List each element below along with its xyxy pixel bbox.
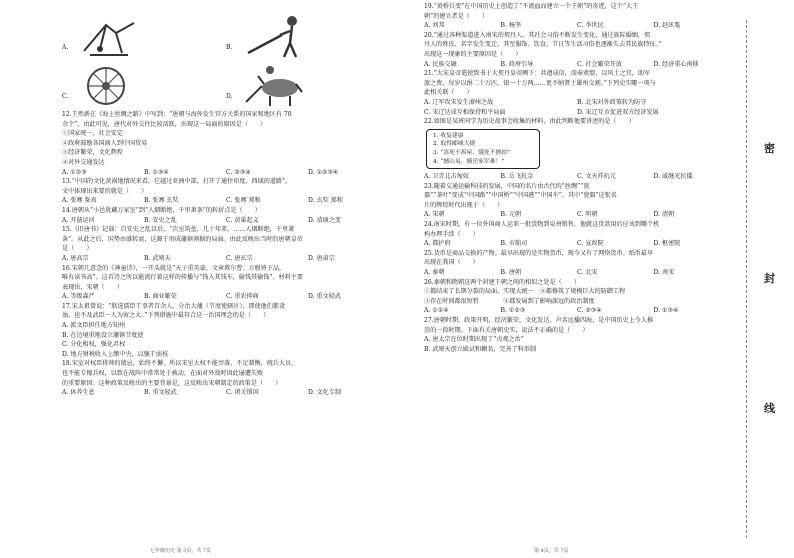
answer-option-d: D. 靖康之变 xyxy=(308,216,341,224)
question-17 xyxy=(62,302,390,360)
plow-tool-icon xyxy=(76,15,146,59)
option-label: A. xyxy=(62,44,69,51)
question-text: ②政府鼓励各国商人到中国贸易 xyxy=(62,139,148,147)
answer-option-a: A. ①②④ xyxy=(424,307,449,315)
answer-option-a: A. ①②③ xyxy=(62,168,87,176)
answer-option-d: D. 文化专制 xyxy=(308,389,341,397)
answer-option-a: A. 唐高宗 xyxy=(62,254,89,262)
answer-option-b: B. ①②③ xyxy=(500,307,526,315)
question-text: 也不能专擅兵权，以致在战阵中常常处于被动，在面对外敌时因此屡遭失败 xyxy=(62,370,264,378)
answer-options xyxy=(424,98,730,117)
answer-options xyxy=(424,172,730,182)
farmer-plow-icon xyxy=(240,13,310,59)
answer-option-d: D. 南宋 xyxy=(653,269,675,277)
question-12 xyxy=(62,110,390,177)
question-text: ①国家统一，社会安定 xyxy=(62,130,123,138)
question-18 xyxy=(62,359,390,397)
question-26 xyxy=(424,278,730,316)
answer-option-c: C. 明朝 xyxy=(577,211,598,219)
question-text: 崇的一段时期。下面有关唐朝史实，说法不正确的是（ ） xyxy=(424,326,589,334)
page-footer-right: 第 4页，共 7页 xyxy=(534,548,569,554)
answer-option-c: C. 李世民 xyxy=(577,22,604,30)
answer-option-a: A. 开凿运河 xyxy=(62,216,95,224)
material-item: 4. “撼山易，撼岳家军难！” xyxy=(433,158,505,165)
answer-option-d: D. 宋辽互市促进双方经济发展 xyxy=(577,108,659,116)
answer-option-b: B. 安史之乱 xyxy=(144,216,177,224)
seal-char: 密 xyxy=(764,142,775,155)
question-text: 22.如图是某班同学为历史故事会收集的材料，由此判断他要讲述的是（ ） xyxy=(424,118,635,126)
question-text: 24.南宋时期，有一位外国商人运来一批货物到泉州销售，他就这货款用后应该到哪个机 xyxy=(424,221,660,229)
question-text: 18.宋室对权臣将帅的猜忌，始终不懈，所以宋室大权不能旁落，不足制衡，统兵大员， xyxy=(62,360,298,368)
question-text: 23.随着交通运输科技的发展，中国的名片由古代的“丝绸”“瓷 xyxy=(424,182,590,190)
answer-options xyxy=(62,216,390,226)
answer-option-a: A. 等级森严 xyxy=(62,293,95,301)
seal-char: 封 xyxy=(764,272,775,285)
right-page xyxy=(404,0,734,558)
question-text: 13.“中国的文化黄祸地情况来看，它越过亚洲中部，打开了通往印度、西域的道路”。 xyxy=(62,178,292,186)
answer-option-b: B. 重文轻武 xyxy=(144,389,177,397)
question-text: 旅之费，每岁以绢二十万匹，银一十万两……更不纳贤于雄州交割。”下列史实哪一项与 xyxy=(424,79,656,87)
question-text: 余个”。由此可见，唐代对外交往比较活跃，出现这一局面的原因是（ ） xyxy=(62,120,267,128)
material-box xyxy=(426,129,540,169)
question-text: 表现出，宋朝（ ） xyxy=(62,283,123,291)
material-item: 2. 取得郾城大捷 xyxy=(433,141,476,148)
question-16 xyxy=(62,264,390,302)
answer-option-b: B. 元朝 xyxy=(500,211,522,219)
question-text: 此相关联（ ） xyxy=(424,89,473,97)
water-wheel-icon xyxy=(76,62,136,108)
answer-options xyxy=(62,168,390,178)
answer-options xyxy=(62,254,390,264)
material-item: 3. “冻死不拆屋，饿死不掳掠” xyxy=(433,149,511,156)
answer-option-d: D. 枢密院 xyxy=(653,240,681,248)
question-text: 片的辉煌时代出现于（ ） xyxy=(424,201,504,209)
answer-option-c: C. 闭关锁国 xyxy=(226,389,259,397)
answer-option-a: A. 派文臣担任地方知州 xyxy=(62,322,126,330)
question-text: 26.秦朝和隋朝这两个封建王朝之间的相似之处是（ ） xyxy=(424,278,580,286)
question-25 xyxy=(424,249,730,278)
answer-options xyxy=(424,210,730,220)
question-text: 21.“大宋皇帝遣使致书于大契丹皇帝阙下：共遵成信，虔奉欢盟，以风土之宜，助军 xyxy=(424,70,651,78)
question-text: ③存在时间都很短暂 ④都发展到了影响深远的政治制度 xyxy=(424,297,595,305)
answer-option-d: D. 重文轻武 xyxy=(308,293,341,301)
answer-option-c: C. 社会繁荣开放 xyxy=(577,60,622,68)
question-text: ③经济繁荣，文化辉煌 xyxy=(62,149,123,157)
question-text: 丹人的姓氏、名字发生变迁，其至服饰、饮食、节日等生活习俗也逐渐失去其民族特征。” xyxy=(424,41,662,49)
answer-option-c: C. 张骞 郑和 xyxy=(226,197,261,205)
question-text: 出现在我国（ ） xyxy=(424,259,479,267)
answer-option-d: D. 赵匡胤 xyxy=(653,22,681,30)
image-option-b xyxy=(226,12,390,59)
question-27 xyxy=(424,316,730,354)
answer-option-c: C. 宋辽达成互相保持和平局面 xyxy=(424,108,506,116)
answer-option-d: D. 地方财税收入上缴中央，以强干弱枝 xyxy=(62,350,169,358)
question-text: 14.唐朝从“小邑犹藏万家室”到“人烟断绝，千里萧条”的转折点是（ ） xyxy=(62,206,261,214)
answer-option-b: B. 武则天创立殿试和糊名，完善了科举制 xyxy=(424,345,536,353)
question-text: 25.货币是商品交换的产物。最早出现的是实物货币，现今又有了网络货币。纸币最早 xyxy=(424,249,654,257)
question-19 xyxy=(424,2,730,31)
question-text: 唯有读书高”。这首诗之所以能流行着这样的传播与“钱入其钱车，偷钱其偷钱”。材料主要 xyxy=(62,274,303,282)
answer-option-b: B. 张骞 玄奘 xyxy=(144,197,179,205)
answer-option-c: C. 重农抑商 xyxy=(226,293,259,301)
answer-option-c: C. 宣政院 xyxy=(577,240,604,248)
answer-options xyxy=(424,306,730,316)
answer-option-b: B. 市舶司 xyxy=(500,240,528,248)
question-21 xyxy=(424,69,730,117)
answer-options xyxy=(62,388,390,398)
question-text: 12.王然新在《海上丝绸之路》中写到：“唐朝与海外发生官方关系的国家和地区有 70 xyxy=(62,111,292,118)
question-24 xyxy=(424,220,730,249)
question-text: 出现这一现象的主要原因是（ ） xyxy=(424,50,522,58)
question-text: 器”“茶叶”变成“中国路”“中国桥”“中国港”“中国车”，其中“瓷器”这张名 xyxy=(424,192,617,200)
answer-option-a: A. 休养生息 xyxy=(62,389,95,397)
answer-option-b: B. 岳飞抗金 xyxy=(500,173,534,181)
answer-option-d: D. 唐肃宗 xyxy=(308,254,335,262)
answer-options xyxy=(424,60,730,70)
question-text: 27.唐朝时期，政策开明，经济繁荣，文化发达，声名远播四海，是中国历史上令人推 xyxy=(424,317,654,324)
answer-option-a: A. 卫青北击匈奴 xyxy=(424,173,469,181)
answer-options xyxy=(62,196,390,206)
answer-option-a: A. 刘邦 xyxy=(424,22,445,30)
page-footer-left: 七年级历史 第 3页，共 7页 xyxy=(150,548,212,554)
answer-option-a: A. 宋朝 xyxy=(424,211,445,219)
image-option-a xyxy=(62,12,226,59)
answer-option-a: A. 张骞 鉴真 xyxy=(62,197,97,205)
answer-options xyxy=(424,21,730,31)
question-text: 16.宋朝几意念的《神童诗》，一开头就是“天子重英豪，文章教尔曹；万般皆下品， xyxy=(62,264,286,272)
binding-strip xyxy=(738,0,794,558)
question-text: 是（ ） xyxy=(62,245,93,253)
question-14 xyxy=(62,206,390,225)
seal-char: 线 xyxy=(764,402,775,415)
question-text: 15.《旧唐书》记载：自安史之乱以后，“次室筑垒，几十年来，……人烟断绝，千里萧 xyxy=(62,226,295,234)
answer-option-a: A. 都护府 xyxy=(424,240,451,248)
image-options-row-1 xyxy=(62,12,390,59)
answer-option-c: C. 黄巢起义 xyxy=(226,216,259,224)
answer-option-b: B. 杨坚 xyxy=(500,22,522,30)
material-item: 1. 收复建康 xyxy=(433,132,464,139)
seal-dashed-line xyxy=(746,20,747,538)
answer-option-d: D. ①②③④ xyxy=(308,168,339,176)
answer-option-a: A. 秦朝 xyxy=(424,269,445,277)
answer-option-d: D. 戚继光抗倭 xyxy=(653,173,693,181)
answer-option-d: D. ①③④ xyxy=(653,307,679,315)
question-20 xyxy=(424,31,730,69)
question-text: 构办理手续（ ） xyxy=(424,230,479,238)
ox-plow-icon xyxy=(240,62,310,108)
option-label: D. xyxy=(226,93,233,100)
answer-option-c: C. ②③④ xyxy=(226,168,251,176)
option-label: B. xyxy=(226,44,233,51)
question-15 xyxy=(62,225,390,263)
answer-option-b: B. 商业繁荣 xyxy=(144,293,177,301)
question-text: 文中体现出来要的就是（ ） xyxy=(62,187,148,195)
answer-option-c: C. 分化相权，强化君权 xyxy=(62,341,126,349)
answer-option-a: A. 辽军攻宋发生澶州之战 xyxy=(424,98,494,106)
answer-option-a: A. 唐太宗在位时期出现了“贞观之治” xyxy=(424,336,524,344)
question-text: 19.“黄桥兵变”在中国历史上创造了“不流血而建立一个王朝”的奇迹，这个“大王 xyxy=(424,3,639,10)
answer-option-c: C. 文天祥抗元 xyxy=(577,173,616,181)
image-options-row-2 xyxy=(62,61,390,108)
question-text: 的重要原因。这种政策反映出的主要背景是，这反映出宋朝制定的政策是（ ） xyxy=(62,379,282,387)
question-text: ①都结束了长期分裂的局面，实现大统一 ②都修筑了规模巨大的防御工程 xyxy=(424,288,626,296)
answer-option-c: C. ②③④ xyxy=(577,307,602,315)
question-text: 20.“通过各种渠道进入南宋的契丹人，其社会习俗不断发生变化，通过族际婚姻，契 xyxy=(424,31,651,39)
answer-option-a: A. 民族交融 xyxy=(424,60,457,68)
image-option-c xyxy=(62,61,226,108)
answer-option-d: D. 玄奘 郑和 xyxy=(308,197,343,205)
answer-options xyxy=(424,239,730,249)
question-23 xyxy=(424,182,730,220)
answer-option-b: B. 政府引导 xyxy=(500,60,534,68)
question-text: 朝”的建立者是（ ） xyxy=(424,12,489,20)
answer-options xyxy=(62,292,390,302)
question-text: 条”。从此之后，国势由盛转衰，这源于形成藩镇割据的局面。由此反映出当时的唐朝皇帝 xyxy=(62,235,303,243)
answer-option-c: C. 唐玄宗 xyxy=(226,254,253,262)
question-22 xyxy=(424,117,730,182)
option-label: C. xyxy=(62,93,69,100)
image-option-d xyxy=(226,61,390,108)
answer-option-b: B. 武则天 xyxy=(144,254,171,262)
answer-option-b: B. 在边境重地设立藩镇节度使 xyxy=(62,331,144,339)
answer-option-b: B. 唐朝 xyxy=(500,269,522,277)
answer-option-b: B. ①③④ xyxy=(144,168,169,176)
question-text: 浊，也不及武臣一人为害之大。”下列措施中最符合这一治国理念的是（ ） xyxy=(62,312,270,320)
question-text: 17.宋太祖曾说：“朕选儒臣干事者百余人，分治大藩（节度使辖区），即使他们都贪 xyxy=(62,302,286,310)
question-13 xyxy=(62,177,390,206)
answer-option-b: B. 北宋对外政策转为防守 xyxy=(577,98,647,106)
answer-option-d: D. 清朝 xyxy=(653,211,675,219)
answer-options xyxy=(424,268,730,278)
answer-option-c: C. 北宋 xyxy=(577,269,598,277)
question-text: ④对外交通发达 xyxy=(62,158,105,166)
answer-option-d: D. 经济重心南移 xyxy=(653,60,699,68)
